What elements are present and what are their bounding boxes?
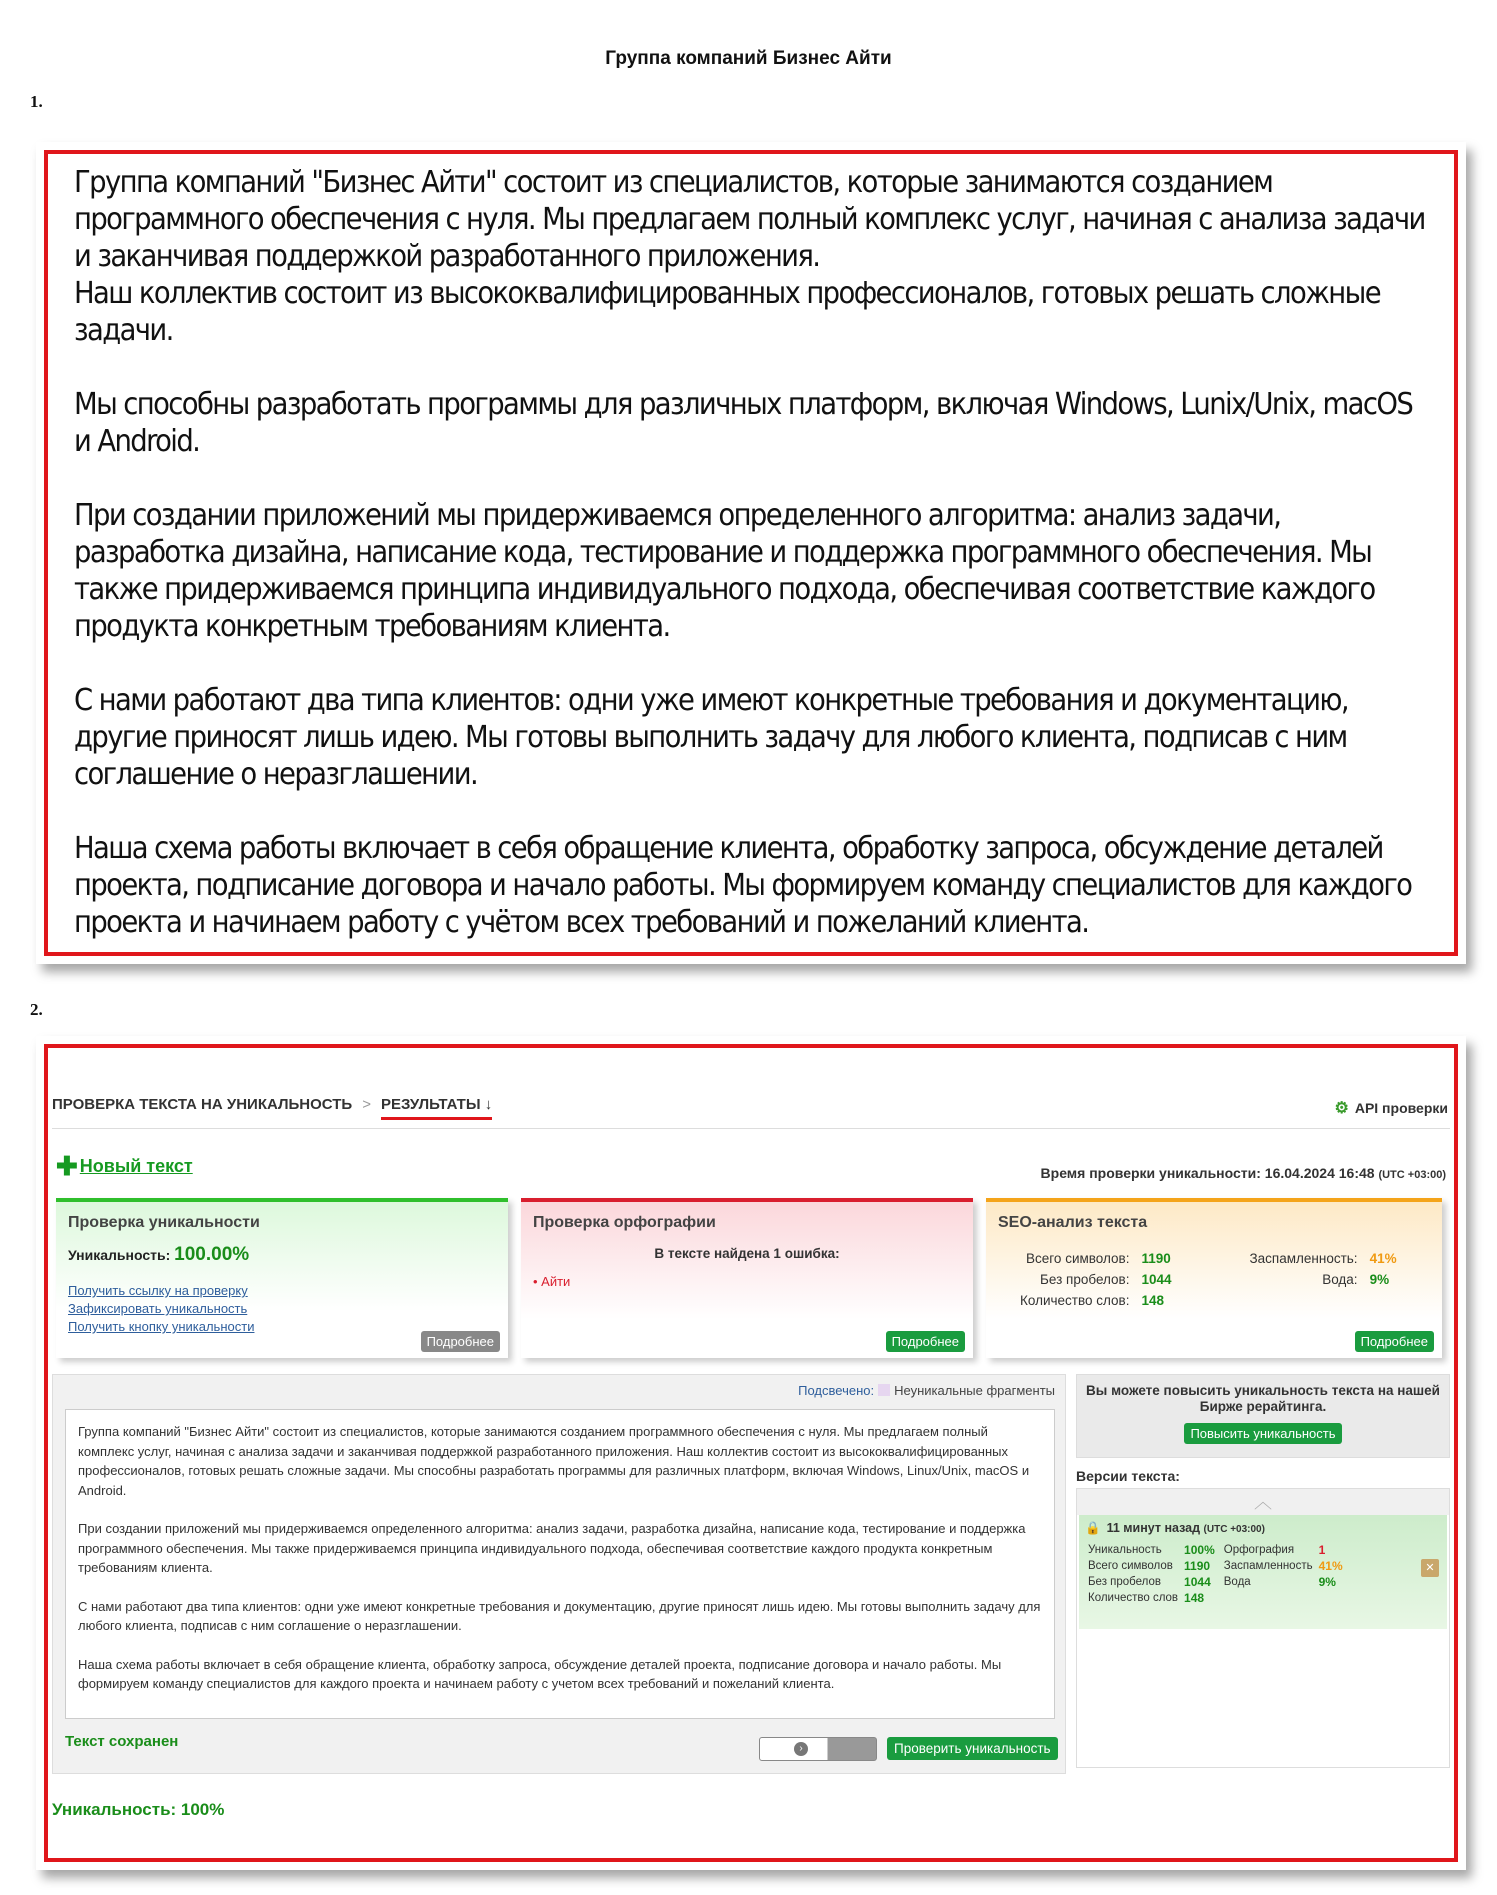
check-time	[1041, 1165, 1446, 1181]
spelling-found: В тексте найдена 1 ошибка:	[654, 1246, 840, 1261]
uniqueness-more-button[interactable]: Подробнее	[421, 1331, 500, 1352]
versions-list	[1076, 1488, 1450, 1768]
seo-row	[1014, 1269, 1403, 1290]
checked-paragraph: С нами работают два типа клиентов: одни уже имеют конкретные требования и документацию, другие приносят лишь идею. Мы готовы выполнить задачу для любого клиента, подписав с ним соглашение о неразглашении.	[78, 1598, 1041, 1633]
seo-key: Всего символов:	[1026, 1251, 1130, 1266]
seo-more-button[interactable]: Подробнее	[1355, 1331, 1434, 1352]
text-editor-panel	[52, 1374, 1066, 1774]
uniqueness-label: Уникальность:	[68, 1247, 171, 1263]
spelling-more-button[interactable]: Подробнее	[886, 1331, 965, 1352]
link-get-uniqueness-button[interactable]: Получить кнопку уникальности	[68, 1319, 255, 1334]
plus-icon: ✚	[56, 1151, 78, 1181]
version-value: 148	[1184, 1591, 1205, 1605]
section-number-1: 1.	[30, 92, 43, 111]
api-link[interactable]	[1334, 1098, 1448, 1118]
version-value: 1	[1318, 1543, 1326, 1557]
link-fix-uniqueness[interactable]: Зафиксировать уникальность	[68, 1301, 248, 1316]
version-row	[1085, 1574, 1349, 1590]
lock-icon: 🔒	[1085, 1521, 1101, 1535]
link-get-check-url[interactable]: Получить ссылку на проверку	[68, 1283, 248, 1298]
legend-swatch	[878, 1384, 890, 1396]
version-key: Уникальность	[1088, 1544, 1162, 1556]
legend-label: Подсвечено:	[798, 1383, 875, 1398]
api-label: API проверки	[1354, 1100, 1448, 1116]
toggle-knob-icon: ›	[794, 1742, 808, 1756]
version-item[interactable]	[1079, 1515, 1447, 1629]
section-number-2: 2.	[30, 1000, 43, 1019]
mode-toggle[interactable]	[759, 1737, 877, 1761]
uniqueness-screenshot-frame	[44, 1044, 1458, 1862]
version-row	[1085, 1542, 1349, 1558]
spelling-card	[521, 1198, 973, 1358]
company-text-frame	[44, 150, 1458, 956]
seo-row	[1014, 1290, 1403, 1311]
checked-paragraph: Наша схема работы включает в себя обращение клиента, обработку запроса, обсуждение деталей проекта, подписание договора и начало работы. Мы формируем команду специалистов для каждого проекта и начинаем работу с учетом всех требований и пожеланий клиента.	[78, 1656, 1002, 1691]
breadcrumb-check-text[interactable]: ПРОВЕРКА ТЕКСТА НА УНИКАЛЬНОСТЬ	[52, 1096, 353, 1113]
paragraph-2: Мы способны разработать программы для различных платформ, включая Windows, Lunix/Unix, macOS и Android.	[74, 387, 1413, 459]
uniqueness-value-row	[68, 1244, 249, 1266]
version-row	[1085, 1558, 1349, 1574]
version-value: 100%	[1184, 1543, 1215, 1557]
chevron-up-icon[interactable]: ︿	[1077, 1489, 1449, 1515]
breadcrumb-separator-icon: >	[362, 1096, 371, 1113]
seo-key: Количество слов:	[1020, 1293, 1130, 1308]
version-key: Количество слов	[1088, 1592, 1179, 1604]
rewrite-promo-text: Вы можете повысить уникальность текста на нашей Бирже рерайтинга.	[1086, 1383, 1440, 1414]
version-key: Без пробелов	[1088, 1576, 1161, 1588]
version-key: Всего символов	[1088, 1560, 1173, 1572]
seo-value: 1190	[1141, 1251, 1171, 1266]
checked-paragraph: При создании приложений мы придерживаемся определенного алгоритма: анализ задачи, разработка дизайна, написание кода, тестирование и поддержка программного обеспечения. Мы также придерживаемся принципа индивидуального подхода, обеспечивая соответствие каждого продукта конкретным требованиям клиента.	[78, 1521, 1026, 1575]
seo-row	[1014, 1248, 1403, 1269]
spelling-card-title: Проверка орфографии	[533, 1214, 716, 1231]
paragraph-1: Группа компаний "Бизнес Айти" состоит из специалистов, которые занимаются созданием программного обеспечения с нуля. Мы предлагаем полный комплекс услуг, начиная с анализа задачи и заканчивая поддержкой разработанного приложения. Наш коллектив состоит из высококвалифицированных профессионалов, готовых решать сложные задачи.	[74, 165, 1425, 348]
seo-card-title: SEO-анализ текста	[998, 1214, 1148, 1231]
versions-title: Версии текста:	[1076, 1468, 1180, 1484]
rewrite-promo-box	[1076, 1374, 1450, 1458]
seo-key: Без пробелов:	[1040, 1272, 1130, 1287]
new-text-label: Новый текст	[79, 1156, 193, 1176]
paragraph-5: Наша схема работы включает в себя обращение клиента, обработку запроса, обсуждение деталей проекта, подписание договора и начало работы. Мы формируем команду специалистов для каждого проекта и начинаем работу с учётом всех требований и пожеланий клиента.	[74, 831, 1412, 940]
version-head	[1085, 1521, 1441, 1536]
breadcrumb-divider	[52, 1128, 1450, 1129]
version-key: Орфография	[1223, 1544, 1295, 1556]
seo-card	[986, 1198, 1442, 1358]
legend-fragments: Неуникальные фрагменты	[894, 1383, 1055, 1398]
spelling-error-word: • Айти	[533, 1274, 571, 1289]
seo-value: 41%	[1369, 1251, 1397, 1266]
increase-uniqueness-button[interactable]: Повысить уникальность	[1184, 1423, 1341, 1444]
gear-icon: ⚙	[1334, 1100, 1349, 1117]
paragraph-4: С нами работают два типа клиентов: одни уже имеют конкретные требования и документацию, другие приносят лишь идею. Мы готовы выполнить задачу для любого клиента, подписав с ним соглашение о неразглашении.	[74, 683, 1348, 792]
bottom-uniqueness: Уникальность: 100%	[52, 1800, 225, 1819]
version-stats	[1085, 1542, 1349, 1606]
check-time-label: Время проверки уникальности: 16.04.2024 16:48	[1040, 1165, 1375, 1181]
version-key: Заспамленность	[1223, 1560, 1313, 1572]
version-value: 1190	[1184, 1559, 1211, 1573]
version-row	[1085, 1590, 1349, 1606]
paragraph-3: При создании приложений мы придерживаемся определенного алгоритма: анализ задачи, разработка дизайна, написание кода, тестирование и поддержка программного обеспечения. Мы также придерживаемся принципа индивидуального подхода, обеспечивая соответствие каждого продукта конкретным требованиям клиента.	[74, 498, 1375, 644]
check-time-utc: (UTC +03:00)	[1378, 1169, 1446, 1181]
saved-status: Текст сохранен	[65, 1733, 179, 1750]
uniqueness-card	[56, 1198, 508, 1358]
seo-key: Вода:	[1322, 1272, 1358, 1287]
breadcrumb	[52, 1096, 492, 1113]
uniqueness-links	[68, 1282, 254, 1336]
checked-text-area[interactable]	[65, 1409, 1055, 1719]
uniqueness-card-title: Проверка уникальности	[68, 1214, 260, 1231]
seo-value: 148	[1141, 1293, 1164, 1308]
seo-key: Заспамленность:	[1249, 1251, 1358, 1266]
version-key: Вода	[1223, 1576, 1251, 1588]
version-utc: (UTC +03:00)	[1203, 1524, 1265, 1535]
new-text-link[interactable]	[56, 1151, 193, 1182]
checked-paragraph: Группа компаний "Бизнес Айти" состоит из специалистов, которые занимаются созданием программного обеспечения с нуля. Мы предлагаем полный комплекс услуг, начиная с анализа задачи и заканчивая поддержкой разработанного приложения. Наш коллектив состоит из высококвалифицированных профессионалов, готовых решать сложные задачи. Мы способны разработать программы для различных платформ, включая Windows, Linux/Unix, macOS и Android.	[78, 1424, 1030, 1498]
version-value: 9%	[1318, 1575, 1336, 1589]
version-value: 1044	[1184, 1575, 1211, 1589]
check-uniqueness-button[interactable]: Проверить уникальность	[887, 1737, 1058, 1760]
version-time: 11 минут назад	[1106, 1521, 1201, 1535]
seo-table	[1014, 1248, 1403, 1311]
seo-value: 9%	[1369, 1272, 1390, 1287]
highlight-legend	[798, 1383, 1055, 1398]
uniqueness-value: 100.00%	[174, 1244, 250, 1265]
seo-value: 1044	[1141, 1272, 1172, 1287]
document-title: Группа компаний Бизнес Айти	[605, 48, 892, 69]
version-value: 41%	[1318, 1559, 1343, 1573]
close-icon[interactable]: ✕	[1421, 1559, 1439, 1577]
breadcrumb-results[interactable]: РЕЗУЛЬТАТЫ ↓	[381, 1096, 492, 1120]
